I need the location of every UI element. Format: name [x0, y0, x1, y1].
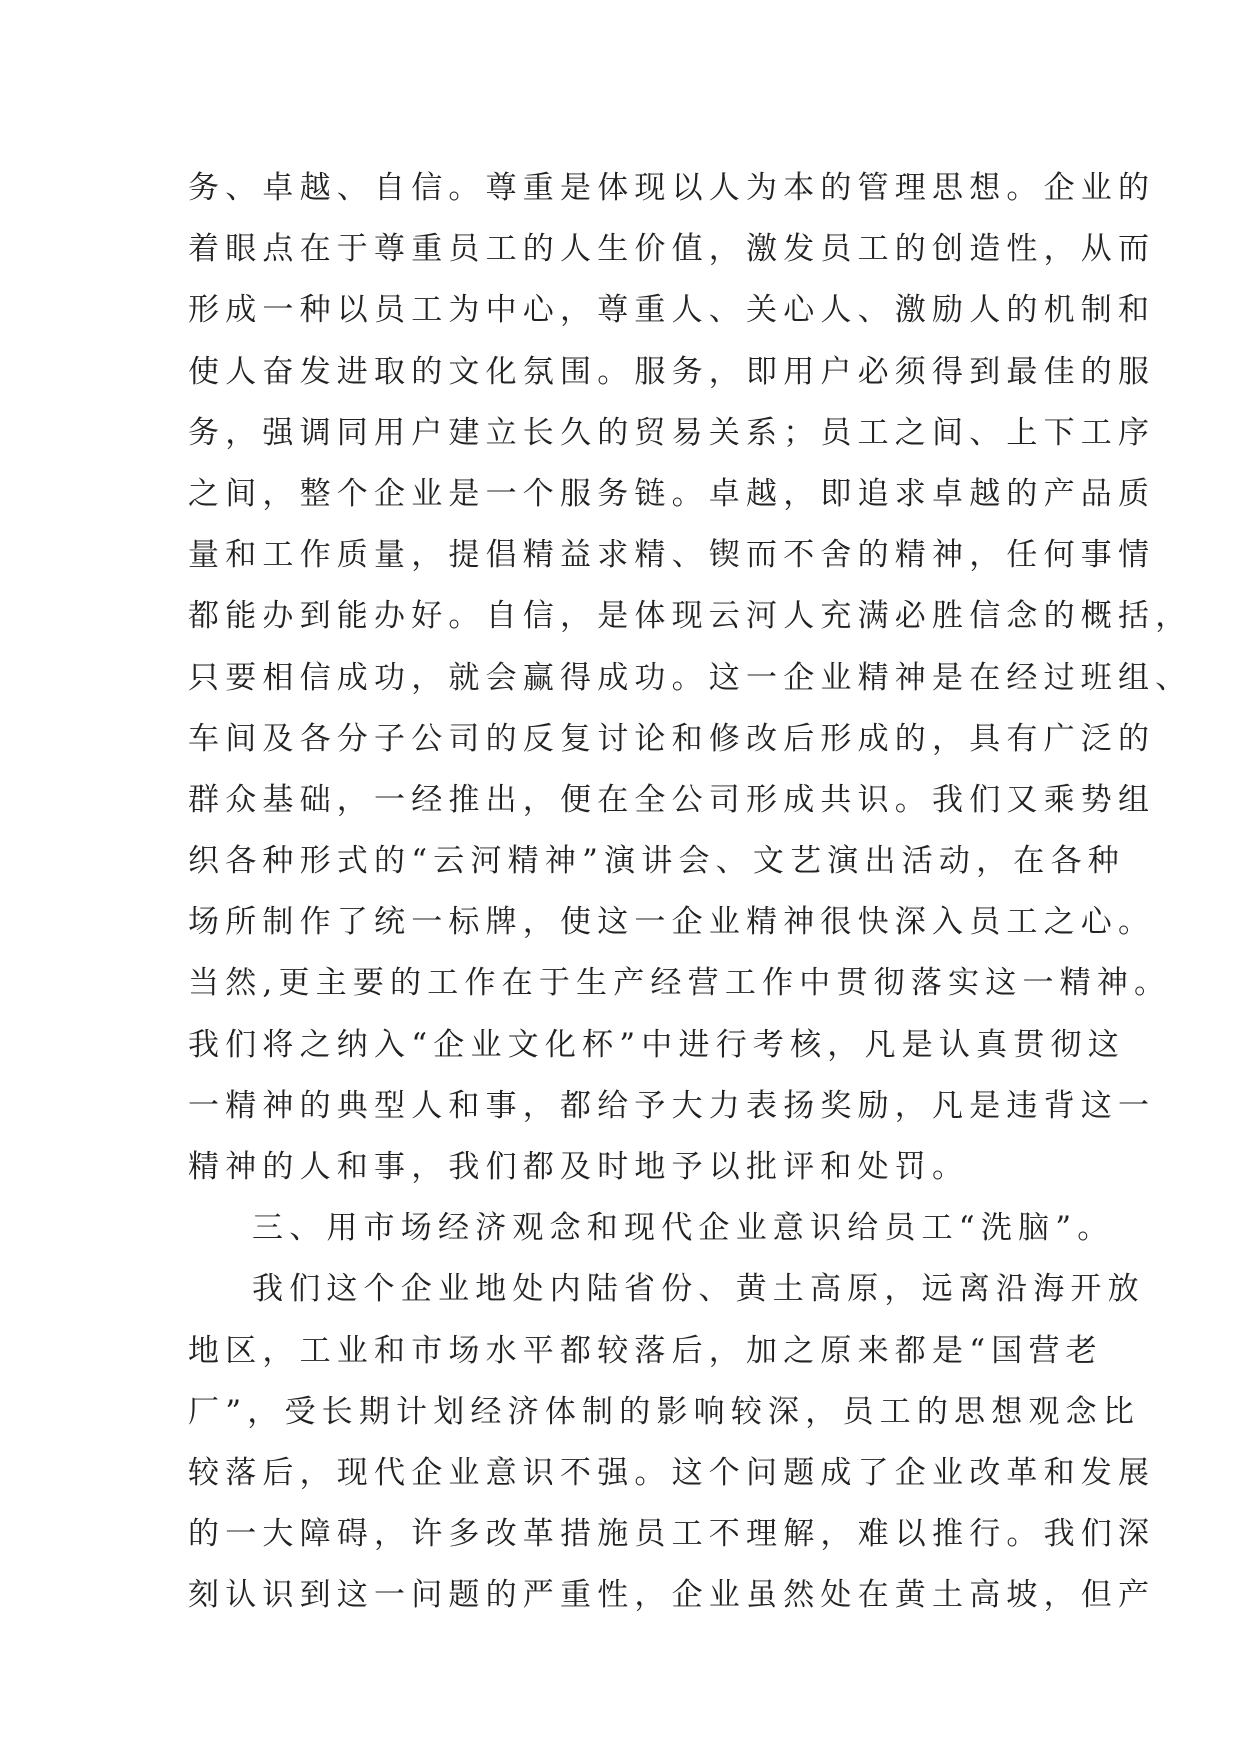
text-line: 较落后，现代企业意识不强。这个问题成了企业改革和发展 — [188, 1454, 1156, 1491]
text-line: 我们将之纳入“企业文化杯”中进行考核，凡是认真贯彻这 — [188, 1026, 1125, 1063]
text-line: 之间，整个企业是一个服务链。卓越，即追求卓越的产品质 — [188, 475, 1156, 512]
text-line: 精神的人和事，我们都及时地予以批评和处罚。 — [188, 1149, 970, 1185]
text-line: 厂”，受长期计划经济体制的影响较深，员工的思想观念比 — [188, 1393, 1141, 1430]
text-line: 只要相信成功，就会赢得成功。这一企业精神是在经过班组、 — [188, 659, 1193, 696]
text-line: 着眼点在于尊重员工的人生价值，激发员工的创造性，从而 — [188, 231, 1156, 268]
text-line: 群众基础，一经推出，便在全公司形成共识。我们又乘势组 — [188, 781, 1156, 818]
text-line: 一精神的典型人和事，都给予大力表扬奖励，凡是违背这一 — [188, 1087, 1156, 1124]
body-text — [188, 158, 1193, 1627]
text-line: 场所制作了统一标牌，使这一企业精神很快深入员工之心。 — [188, 904, 1156, 941]
section-heading: 三、用市场经济观念和现代企业意识给员工“洗脑”。 — [252, 1210, 1115, 1247]
text-line: 的一大障碍，许多改革措施员工不理解，难以推行。我们深 — [188, 1516, 1156, 1553]
text-line: 织各种形式的“云河精神”演讲会、文艺演出活动，在各种 — [188, 843, 1125, 880]
text-line: 车间及各分子公司的反复讨论和修改后形成的，具有广泛的 — [188, 720, 1156, 757]
text-line: 刻认识到这一问题的严重性，企业虽然处在黄土高坡，但产 — [188, 1577, 1156, 1614]
text-line: 我们这个企业地处内陆省份、黄土高原，远离沿海开放 — [252, 1271, 1145, 1308]
text-line: 量和工作质量，提倡精益求精、锲而不舍的精神，任何事情 — [188, 537, 1156, 574]
text-line: 使人奋发进取的文化氛围。服务，即用户必须得到最佳的服 — [188, 353, 1156, 390]
text-line: 务，强调同用户建立长久的贸易关系；员工之间、上下工序 — [188, 414, 1156, 451]
text-line: 都能办到能办好。自信，是体现云河人充满必胜信念的概括， — [188, 598, 1193, 635]
text-line: 地区，工业和市场水平都较落后，加之原来都是“国营老 — [188, 1332, 1103, 1369]
text-line: 务、卓越、自信。尊重是体现以人为本的管理思想。企业的 — [188, 170, 1156, 206]
text-line: 当然,更主要的工作在于生产经营工作中贯彻落实这一精神。 — [188, 965, 1172, 1002]
text-line: 形成一种以员工为中心，尊重人、关心人、激励人的机制和 — [188, 292, 1156, 329]
